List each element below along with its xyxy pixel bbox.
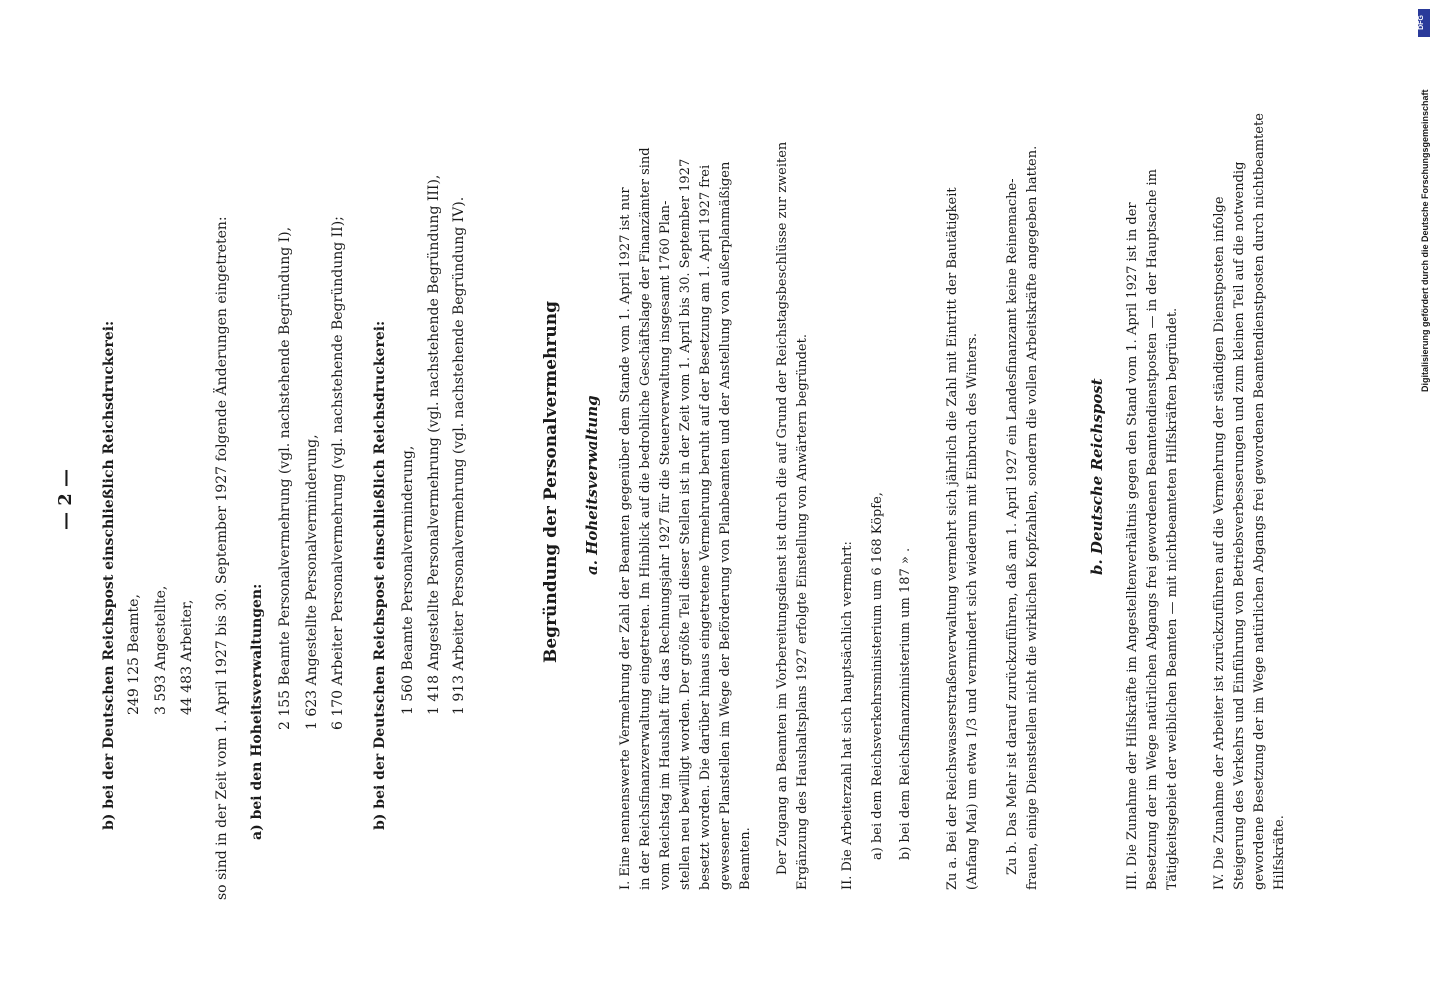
main-heading: Begründung der Personalvermehrung xyxy=(541,301,561,663)
para-i-line: gewesener Planstellen im Wege der Beförderung von Planbeamten und der Anstellung von außerplanmäßigen xyxy=(718,161,733,890)
para-i2-line: Der Zugang an Beamten im Vorbereitungsdienst ist durch die auf Grund der Reichstagsbeschlüsse zur zweiten xyxy=(775,141,790,875)
para-i-line: I. Eine nennenswerte Vermehrung der Zahl der Beamten gegenüber dem Stande vom 1. April 1927 ist nur xyxy=(618,187,633,890)
reichspost-line: 44 483 Arbeiter, xyxy=(179,599,195,715)
section-b-heading: b. Deutsche Reichspost xyxy=(1088,378,1106,575)
para-i-line: in der Reichsfinanzverwaltung eingetreten. Im Hinblick auf die bedrohliche Geschäftslage der Finanzämter sind xyxy=(638,147,653,890)
post-line: 1 560 Beamte Personalverminderung, xyxy=(400,445,416,715)
section-a-heading: a. Hoheitsverwaltung xyxy=(583,395,601,575)
dfg-footer-note: Digitalisierung gefördert durch die Deutsche Forschungsgemeinschaft xyxy=(1420,89,1430,392)
reichspost-heading: b) bei der Deutschen Reichspost einschließlich Reichsdruckerei: xyxy=(101,320,117,830)
para-iv-line: gewordene Besetzung der im Wege natürlichen Abgangs frei gewordenen Beamtendienstposten durch nichtbeamtete xyxy=(1252,113,1267,890)
dfg-logo xyxy=(1418,9,1430,37)
para-iii-line: III. Die Zunahme der Hilfskräfte im Angestelltenverhältnis gegen den Stand vom 1. April 1927 ist in der xyxy=(1125,202,1140,890)
changes-intro: so sind in der Zeit vom 1. April 1927 bis 30. September 1927 folgende Änderungen eingetreten: xyxy=(214,216,230,900)
post-line: 1 418 Angestellte Personalvermehrung (vgl. nachstehende Begründung III), xyxy=(426,174,442,715)
page-number: — 2 — xyxy=(55,468,76,530)
para-ii-line: b) bei dem Reichsfinanzministerium um 187 » . xyxy=(898,547,913,860)
hoheit-line: 1 623 Angestellte Personalverminderung, xyxy=(304,434,320,730)
zu-b-line: Zu b. Das Mehr ist darauf zurückzuführen, daß am 1. April 1927 ein Landesfinanzamt keine Reinemache- xyxy=(1005,178,1020,875)
para-ii-intro: II. Die Arbeiterzahl hat sich hauptsächlich vermehrt: xyxy=(840,541,855,890)
zu-a-line: (Anfang Mai) um etwa 1/3 und vermindert sich wiederum mit Einbruch des Winters. xyxy=(965,333,980,890)
reichspost-line: 3 593 Angestellte, xyxy=(153,585,169,715)
para-i-line: vom Reichstag im Haushalt für das Rechnungsjahr 1927 für die Steuerverwaltung insgesamt 1760 Plan- xyxy=(658,200,673,890)
para-iv-line: Hilfskräfte. xyxy=(1272,815,1287,890)
para-iv-line: Steigerung des Verkehrs und Einführung von Betriebsverbesserungen und zum kleinen Teil auf die notwendig xyxy=(1232,161,1247,890)
para-iii-line: Tätigkeitsgebiet der weiblichen Beamten — mit nichtbeamteten Hilfskräften begründet. xyxy=(1165,307,1180,890)
para-i2-line: Ergänzung des Haushaltsplans 1927 erfolgte Einstellung von Anwärtern begründet. xyxy=(795,334,810,890)
post-line: 1 913 Arbeiter Personalvermehrung (vgl. nachstehende Begründung IV). xyxy=(451,196,467,715)
zu-b-line: frauen, einige Dienststellen nicht die wirklichen Kopfzahlen, sondern die vollen Arbeitskräfte angegeben hatten. xyxy=(1025,145,1040,890)
hoheit-line: 2 155 Beamte Personalvermehrung (vgl. nachstehende Begründung I), xyxy=(277,226,293,730)
para-iii-line: Besetzung der im Wege natürlichen Abgangs frei gewordenen Beamtendienstposten — in der Hauptsache im xyxy=(1145,168,1160,890)
para-iv-line: IV. Die Zunahme der Arbeiter ist zurückzuführen auf die Vermehrung der ständigen Dienstposten infolge xyxy=(1212,196,1227,890)
zu-a-line: Zu a. Bei der Reichswasserstraßenverwaltung vermehrt sich jährlich die Zahl mit Eintritt der Bautätigkeit xyxy=(945,187,960,890)
para-i-line: stellen neu bewilligt worden. Der größte Teil dieser Stellen ist in der Zeit vom 1. April bis 30. September 1927 xyxy=(678,158,693,890)
dfg-logo-text: DFG xyxy=(1417,15,1425,30)
post-heading: b) bei der Deutschen Reichspost einschließlich Reichsdruckerei: xyxy=(372,320,388,830)
para-i-line: Beamten. xyxy=(738,827,753,890)
hoheit-line: 6 170 Arbeiter Personalvermehrung (vgl. nachstehende Begründung II); xyxy=(330,216,346,730)
para-i-line: besetzt worden. Die darüber hinaus eingetretene Vermehrung beruht auf der Besetzung am 1. April 1927 frei xyxy=(698,164,713,890)
para-ii-line: a) bei dem Reichsverkehrsministerium um 6 168 Köpfe, xyxy=(870,492,885,860)
reichspost-line: 249 125 Beamte, xyxy=(126,594,142,715)
hoheit-heading: a) bei den Hoheitsverwaltungen: xyxy=(249,583,265,840)
